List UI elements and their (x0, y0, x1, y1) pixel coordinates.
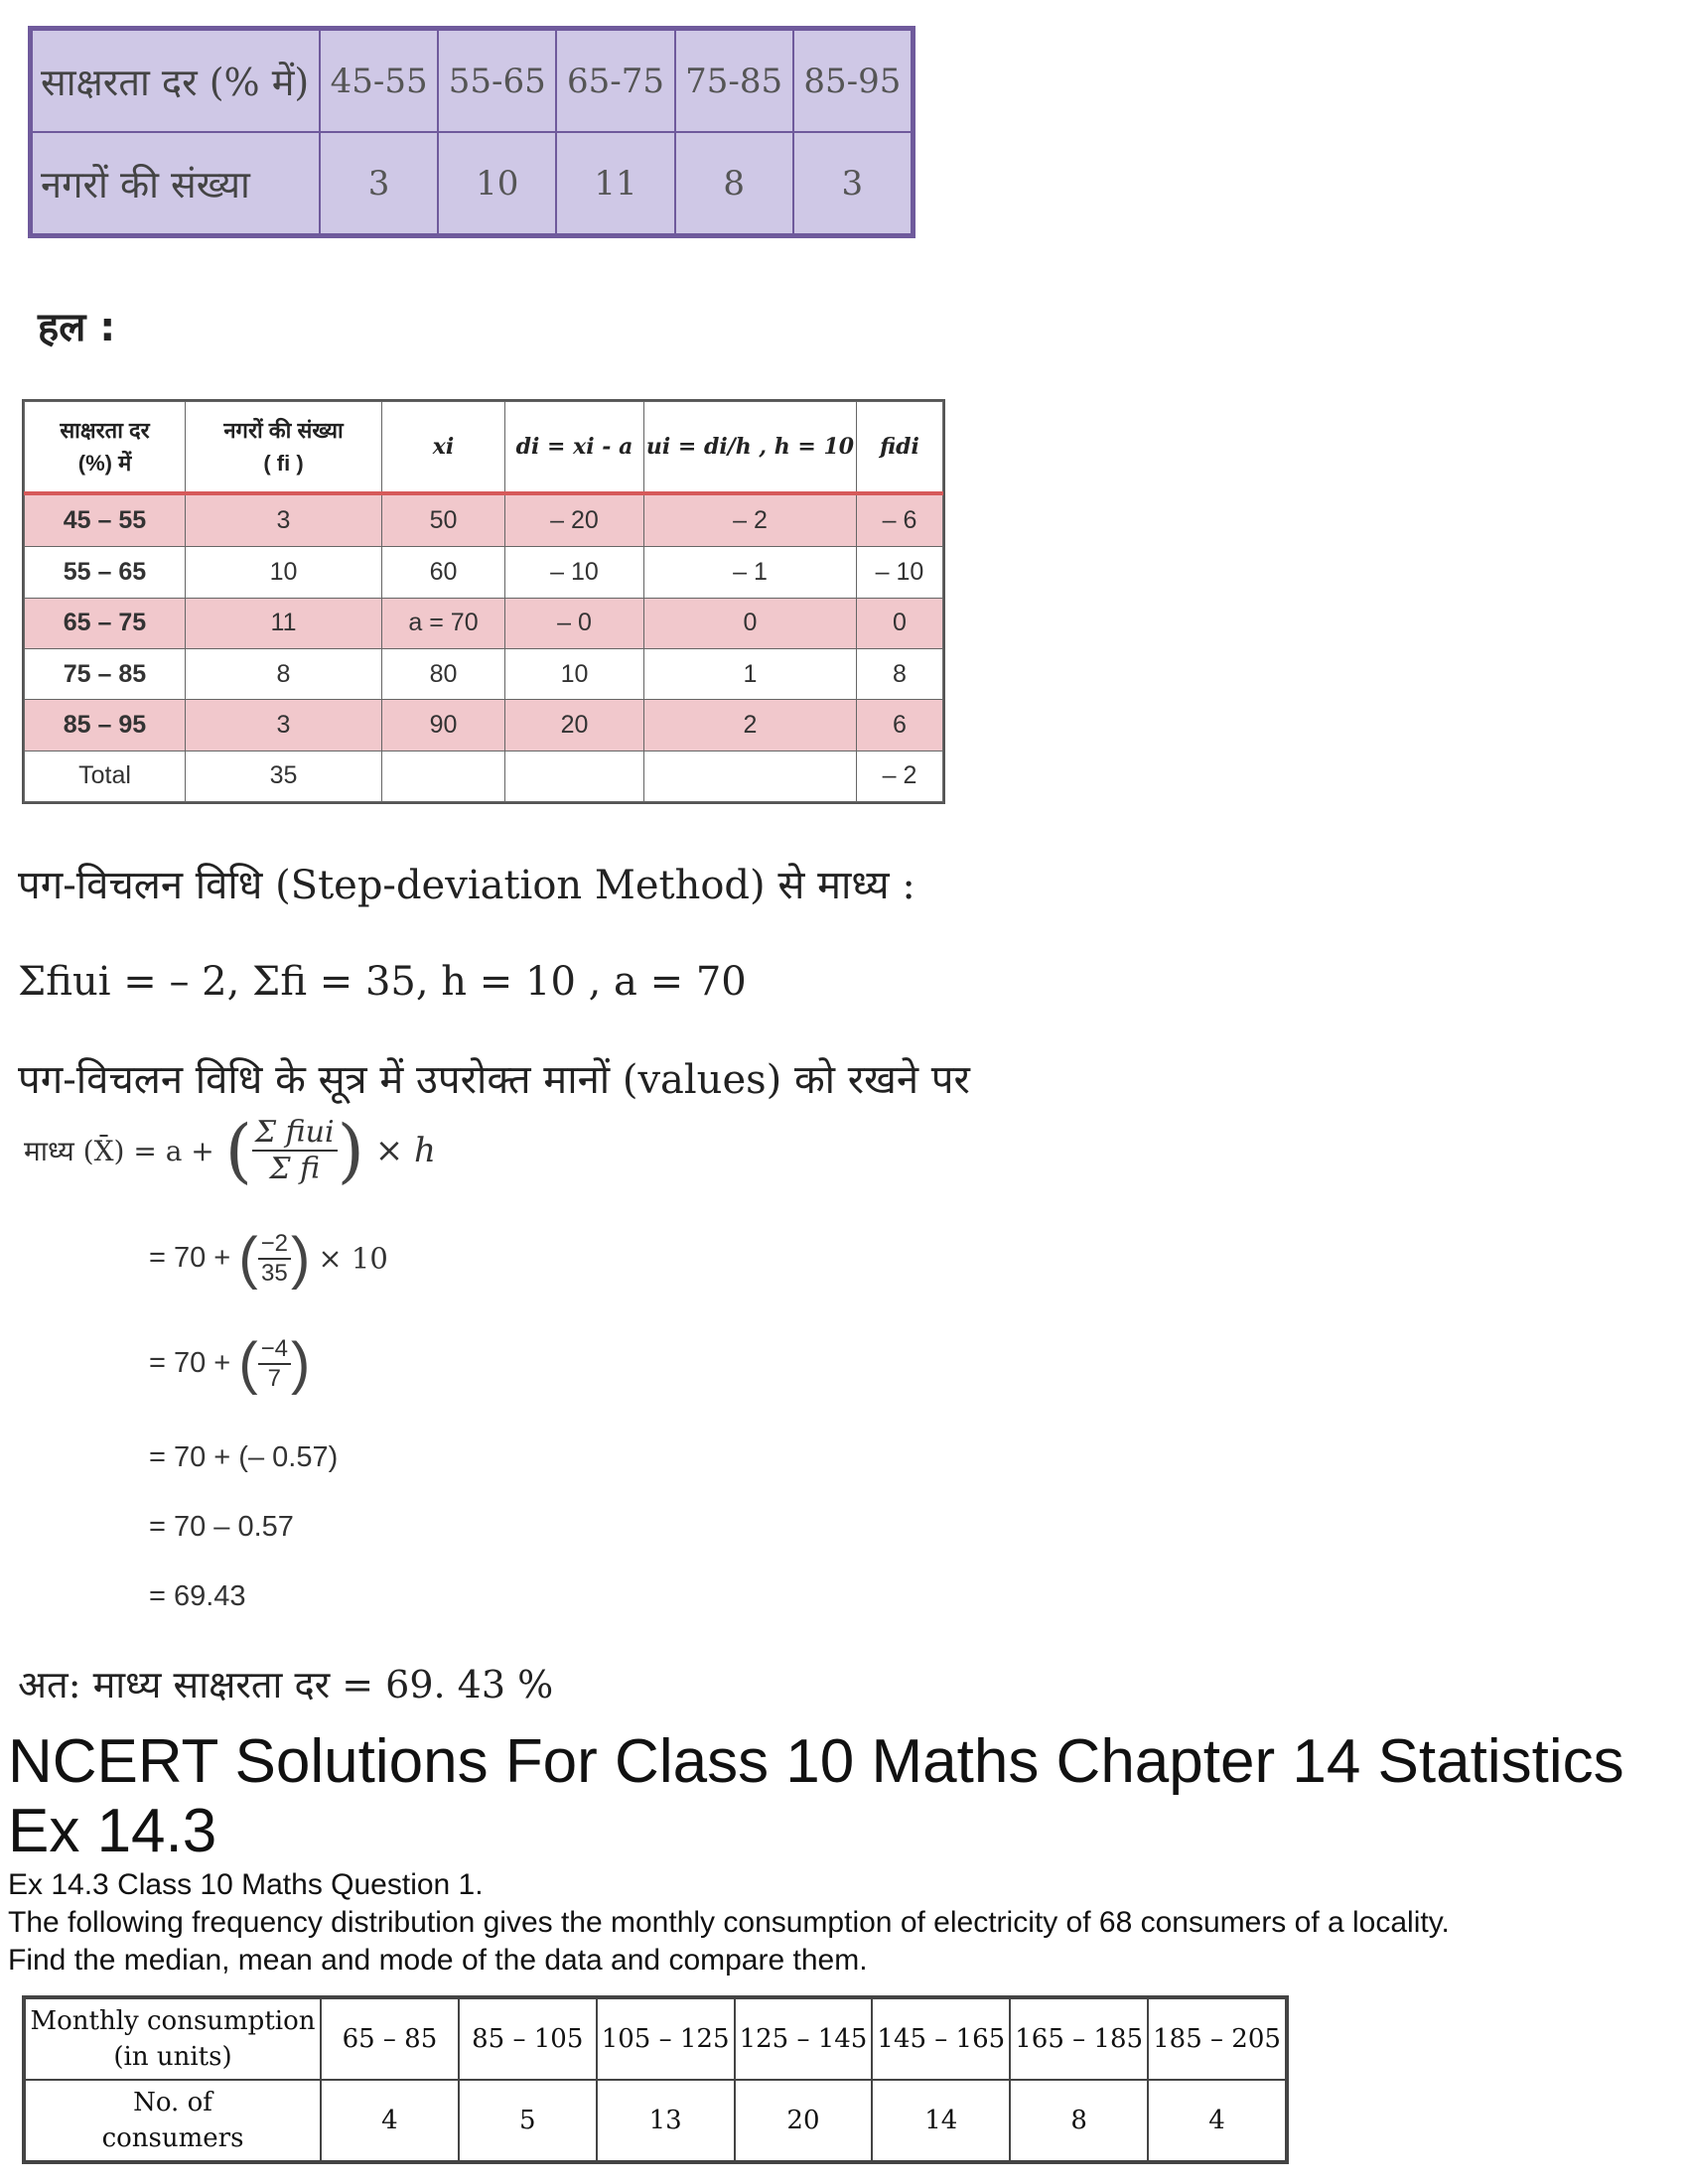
table-cell: 55 – 65 (25, 547, 186, 598)
table-cell (644, 751, 857, 801)
table-cell: 10 (186, 547, 382, 598)
table-row (32, 132, 912, 234)
header-u-cell: ui = di/h , h = 10 (644, 402, 857, 494)
table-cell: 85 – 95 (25, 700, 186, 751)
table-cell: 65 – 85 (321, 1998, 459, 2080)
table-cell: 0 (857, 598, 943, 648)
table-cell: 6 (857, 700, 943, 751)
table-cell: 85 – 105 (459, 1998, 597, 2080)
header-fd-cell: fidi (857, 402, 943, 494)
mean-formula: माध्य (X̄) = a + ( $\frac{\text{Σ fiui}}{\text{Σ fi}}$ ) × h (24, 1110, 436, 1191)
table-header-cell: नगरों की संख्या (32, 132, 320, 234)
calc-step-2: = 70 + ( $\frac{-4}{7}$ ) (149, 1331, 311, 1396)
table-cell: 2 (644, 700, 857, 751)
table-cell: 90 (382, 700, 505, 751)
table-cell (505, 751, 644, 801)
question-text-line-1: The following frequency distribution gives the monthly consumption of electricity of 68 consumers of a locality. (8, 1906, 1450, 1939)
table-cell: – 20 (505, 493, 644, 547)
table-cell: – 10 (505, 547, 644, 598)
table-cell: – 1 (644, 547, 857, 598)
question-text-line-2: Find the median, mean and mode of the data and compare them. (8, 1944, 868, 1977)
substitute-line: पग-विचलन विधि के सूत्र में उपरोक्त मानों (values) को रखने पर (18, 1057, 970, 1103)
table-cell: 185 – 205 (1148, 1998, 1286, 2080)
table-header-cell: No. of consumers (25, 2080, 321, 2161)
question-label: Ex 14.3 Class 10 Maths Question 1. (8, 1868, 484, 1901)
table-cell: 11 (186, 598, 382, 648)
table-cell: 3 (320, 132, 438, 234)
table-cell: a = 70 (382, 598, 505, 648)
calc-step-4: = 70 – 0.57 (149, 1511, 294, 1543)
table-header-cell: साक्षरता दर (% में) (32, 30, 320, 132)
table-cell: 1 (644, 648, 857, 699)
table-cell: 5 (459, 2080, 597, 2161)
formula-numerator: Σ fiui (252, 1115, 338, 1152)
table-cell: – 10 (857, 547, 943, 598)
table-cell: 11 (556, 132, 674, 234)
header-class-cell: साक्षरता दर (%) में (25, 402, 186, 494)
table-cell: 45 – 55 (25, 493, 186, 547)
values-line: Σfiui = – 2, Σfi = 35, h = 10 , a = 70 (18, 959, 747, 1005)
table-cell: 165 – 185 (1010, 1998, 1148, 2080)
table-cell: 145 – 165 (872, 1998, 1010, 2080)
header-x-cell: xi (382, 402, 505, 494)
table-row (25, 493, 943, 547)
table-cell: 13 (597, 2080, 735, 2161)
table-cell: 85-95 (793, 30, 912, 132)
table-row (25, 2080, 1286, 2161)
table-cell: 8 (1010, 2080, 1148, 2161)
electricity-consumption-table (22, 1995, 1289, 2164)
table-cell: 10 (505, 648, 644, 699)
table-cell: 14 (872, 2080, 1010, 2161)
table-cell: 65 – 75 (25, 598, 186, 648)
table-cell: 45-55 (320, 30, 438, 132)
table-row (25, 547, 943, 598)
table-cell: – 2 (644, 493, 857, 547)
table-cell: 0 (644, 598, 857, 648)
table-header-row (25, 402, 943, 494)
table-cell: 4 (1148, 2080, 1286, 2161)
table-row (32, 30, 912, 132)
table-cell: 50 (382, 493, 505, 547)
table-cell: 8 (186, 648, 382, 699)
table-cell: 4 (321, 2080, 459, 2161)
table-header-cell: Monthly consumption (in units) (25, 1998, 321, 2080)
table-cell: Total (25, 751, 186, 801)
formula-denominator: Σ fi (269, 1152, 321, 1186)
method-heading: पग-विचलन विधि (Step-deviation Method) से माध्य : (18, 863, 915, 908)
table-cell (382, 751, 505, 801)
header-frequency-cell: नगरों की संख्या ( fi ) (186, 402, 382, 494)
table-cell: 80 (382, 648, 505, 699)
table-cell: 125 – 145 (735, 1998, 873, 2080)
table-cell: 35 (186, 751, 382, 801)
table-cell: 3 (186, 700, 382, 751)
table-total-row (25, 751, 943, 801)
table-cell: 3 (186, 493, 382, 547)
table-row (25, 1998, 1286, 2080)
calc-step-3: = 70 + (– 0.57) (149, 1441, 339, 1473)
table-cell: 3 (793, 132, 912, 234)
table-cell: – 2 (857, 751, 943, 801)
table-cell: 65-75 (556, 30, 674, 132)
table-cell: – 0 (505, 598, 644, 648)
table-cell: 8 (857, 648, 943, 699)
table-cell: 75-85 (675, 30, 793, 132)
table-row (25, 648, 943, 699)
conclusion: अत: माध्य साक्षरता दर = 69. 43 % (18, 1663, 554, 1706)
literacy-rate-table (28, 26, 915, 238)
step-deviation-table (22, 399, 945, 804)
table-row (25, 700, 943, 751)
table-cell: 20 (505, 700, 644, 751)
header-d-cell: di = xi - a (505, 402, 644, 494)
table-cell: 105 – 125 (597, 1998, 735, 2080)
table-cell: 75 – 85 (25, 648, 186, 699)
table-cell: 8 (675, 132, 793, 234)
calc-step-5: = 69.43 (149, 1580, 246, 1612)
table-cell: – 6 (857, 493, 943, 547)
table-row (25, 598, 943, 648)
table-cell: 60 (382, 547, 505, 598)
table-cell: 10 (438, 132, 556, 234)
solution-label: हल : (38, 305, 116, 350)
page-title: NCERT Solutions For Class 10 Maths Chapter 14 Statistics Ex 14.3 (8, 1727, 1624, 1865)
table-cell: 20 (735, 2080, 873, 2161)
calc-step-1: = 70 + ( $\frac{-2}{35}$ ) × 10 (149, 1226, 388, 1291)
table-cell: 55-65 (438, 30, 556, 132)
